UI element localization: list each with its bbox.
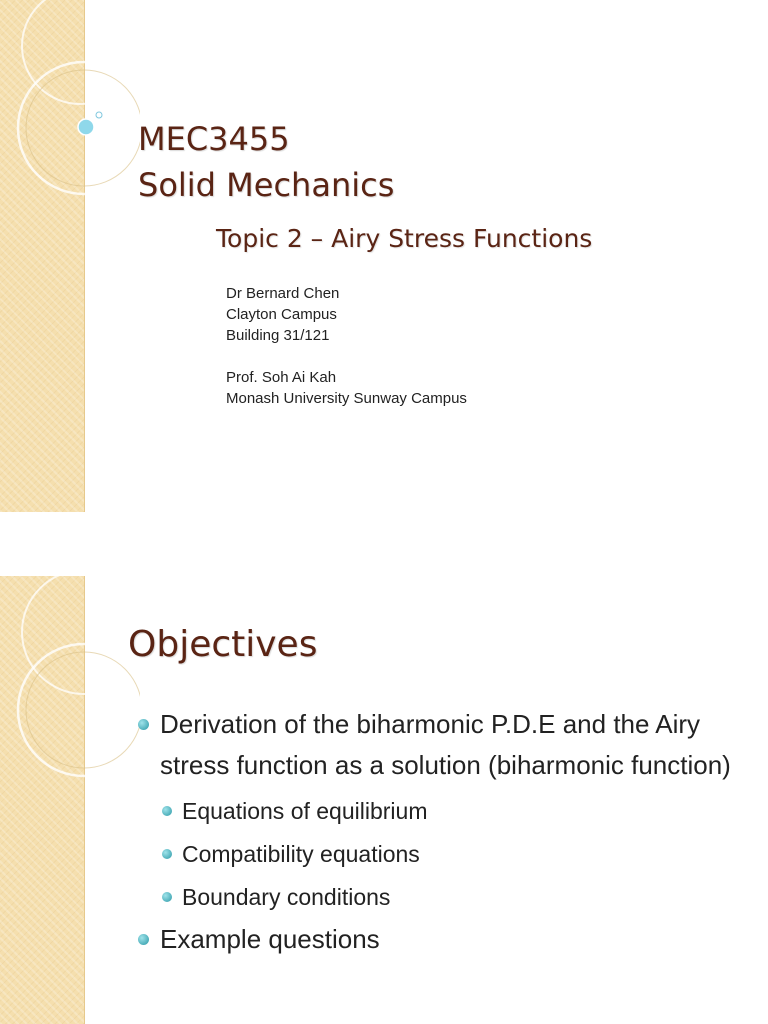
bullet-icon (162, 849, 172, 859)
slide-gap (0, 512, 768, 576)
objectives-title: Objectives (128, 624, 318, 665)
sub-list (136, 790, 756, 919)
list-item (160, 876, 756, 919)
bullet-icon (138, 719, 149, 730)
bullet-icon (162, 892, 172, 902)
decorative-circles-icon (0, 0, 140, 512)
course-name: Solid Mechanics (138, 166, 395, 204)
bullet-icon (138, 934, 149, 945)
bullet-icon (162, 806, 172, 816)
author1-campus: Clayton Campus (226, 306, 337, 323)
objectives-list (136, 704, 756, 960)
author2-name: Prof. Soh Ai Kah (226, 369, 337, 386)
slide-title (138, 116, 394, 208)
list-item (160, 833, 756, 876)
sub-bullet-text: Boundary conditions (182, 884, 391, 910)
sub-bullet-text: Compatibility equations (182, 841, 420, 867)
author2-campus: Monash University Sunway Campus (226, 390, 467, 407)
topic-subtitle: Topic 2 – Airy Stress Functions (216, 224, 593, 253)
list-item (136, 919, 756, 960)
author-info (226, 283, 467, 409)
bullet-text: Derivation of the biharmonic P.D.E and the Airy stress function as a solution (biharmonic function) (160, 709, 731, 780)
list-item (160, 790, 756, 833)
author1-name: Dr Bernard Chen (226, 285, 340, 302)
author1-office: Building 31/121 (226, 327, 330, 344)
sub-bullet-text: Equations of equilibrium (182, 798, 428, 824)
decorative-circles-icon (0, 576, 140, 1024)
course-code: MEC3455 (138, 120, 290, 158)
objectives-slide (0, 576, 768, 1024)
bullet-text: Example questions (160, 924, 380, 954)
list-item (136, 704, 756, 786)
